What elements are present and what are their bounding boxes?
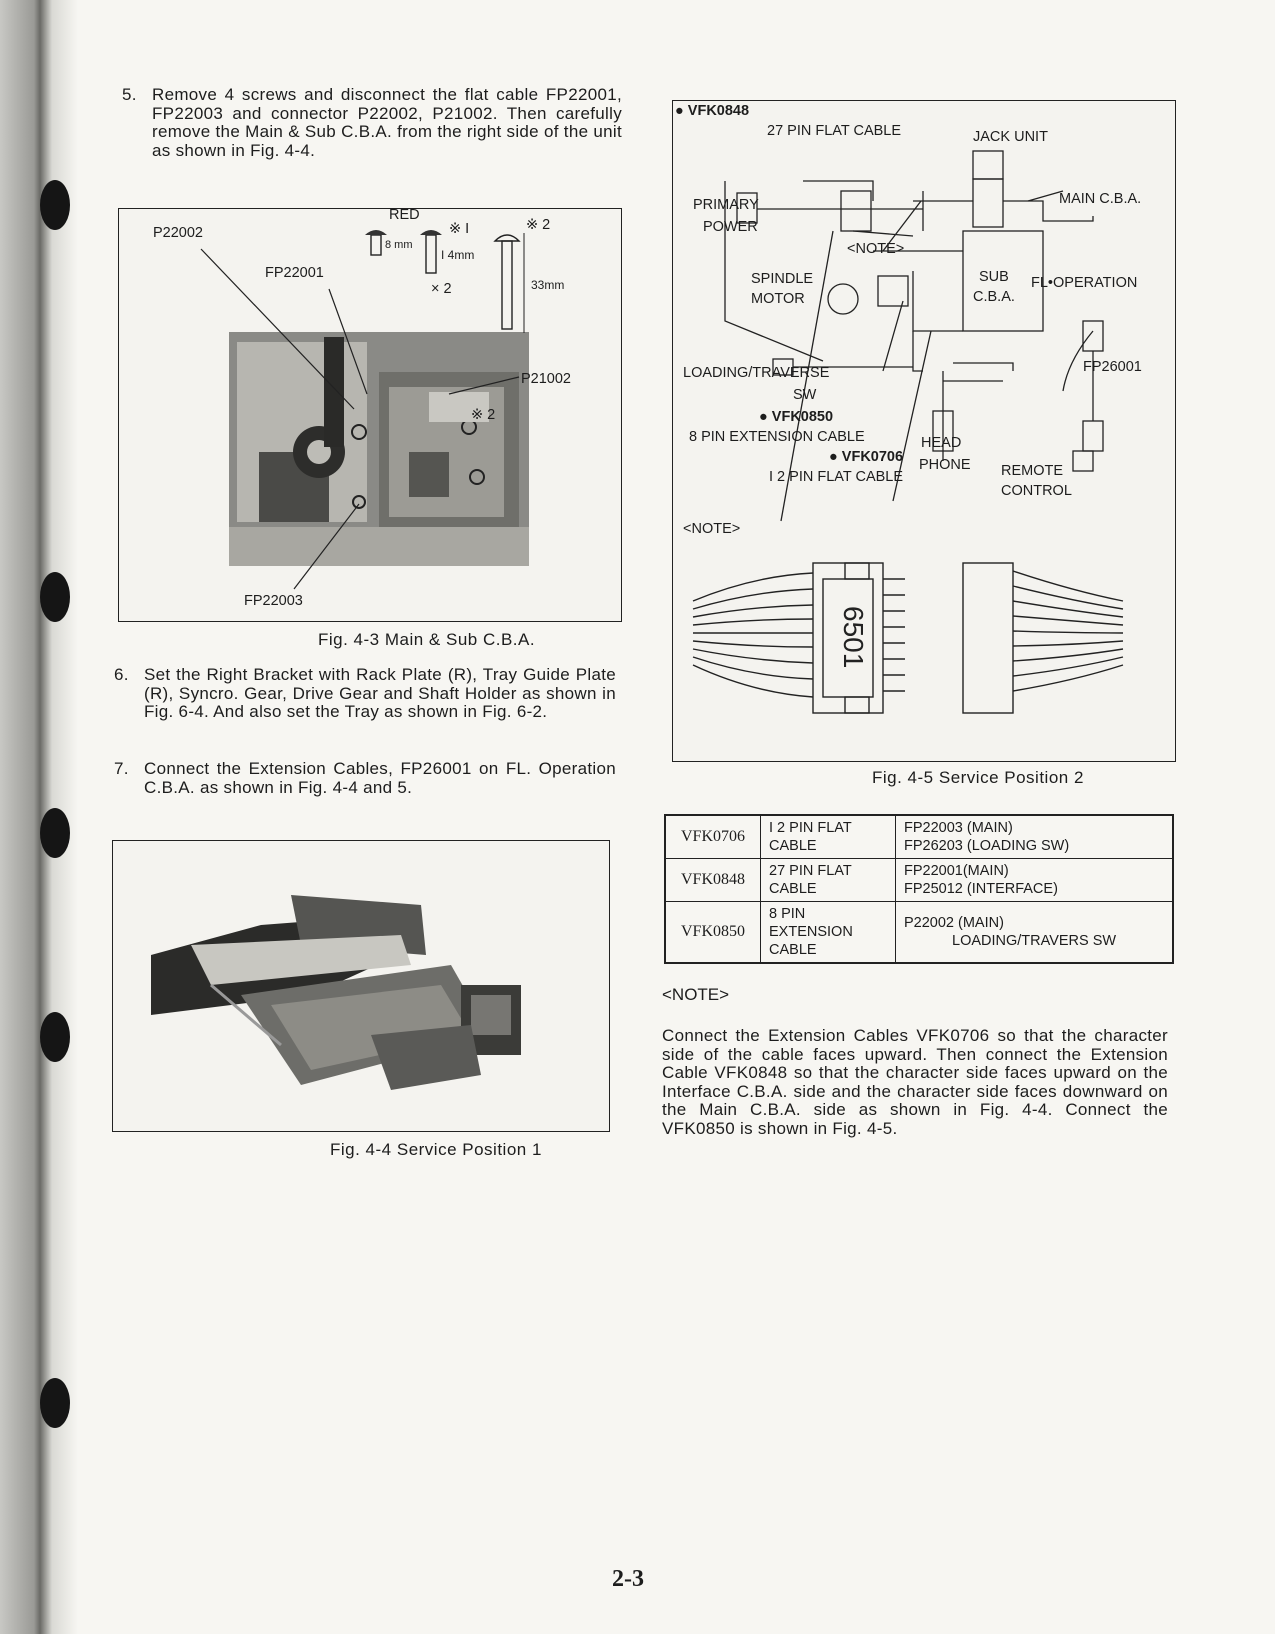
label-note-2: <NOTE>	[683, 521, 741, 537]
table-cell: 8 PIN EXTENSION CABLE	[761, 902, 896, 964]
table-cell: VFK0850	[665, 902, 761, 964]
table-cell: P22002 (MAIN) LOADING/TRAVERS SW	[896, 902, 1174, 964]
label-vfk0850: ● VFK0850	[759, 409, 834, 425]
label-times-2: × 2	[431, 281, 452, 297]
label-mark-2b: ※ 2	[471, 407, 496, 423]
label-sub: SUB	[979, 269, 1009, 285]
label-phone: PHONE	[919, 457, 971, 473]
label-main-cba: MAIN C.B.A.	[1059, 191, 1142, 207]
label-jack-unit: JACK UNIT	[973, 129, 1048, 145]
label-sw: SW	[793, 387, 817, 403]
label-note-tag: <NOTE>	[847, 241, 905, 257]
label-8pin: 8 PIN EXTENSION CABLE	[689, 429, 865, 445]
label-cba: C.B.A.	[973, 289, 1015, 305]
label-red: RED	[389, 207, 420, 223]
table-row	[665, 815, 1173, 859]
step-number: 7.	[114, 759, 129, 778]
step-number: 5.	[122, 85, 137, 104]
step-number: 6.	[114, 665, 129, 684]
label-fl-operation: FL•OPERATION	[1031, 275, 1138, 291]
label-8mm: 8 mm	[385, 239, 413, 251]
step-text: Set the Right Bracket with Rack Plate (R), Tray Guide Plate (R), Syncro. Gear, Drive Gear and Shaft Holder as shown in Fig. 6-4. And also set the Tray as shown in Fig. 6-2.	[144, 665, 616, 721]
binder-hole	[40, 1012, 70, 1062]
table-cell: I 2 PIN FLAT CABLE	[761, 815, 896, 859]
note-body: Connect the Extension Cables VFK0706 so that the character side of the cable faces upward. Then connect the Extension Cable VFK0848 so that the character side faces upward on the Interface C.B.A. side and the character side faces downward on the Main C.B.A. side as shown in Fig. 4-4. Connect the VFK0850 is shown in Fig. 4-5.	[662, 1026, 1168, 1138]
label-14mm: I 4mm	[441, 248, 475, 262]
label-control: CONTROL	[1001, 483, 1072, 499]
label-power: POWER	[703, 219, 758, 235]
figure-4-3-caption: Fig. 4-3 Main & Sub C.B.A.	[318, 630, 536, 649]
figure-4-4	[112, 840, 610, 1132]
table-cell: FP22003 (MAIN) FP26203 (LOADING SW)	[896, 815, 1174, 859]
page-number: 2-3	[612, 1566, 644, 1592]
label-fp22001: FP22001	[265, 265, 324, 281]
label-27pin: 27 PIN FLAT CABLE	[767, 123, 902, 139]
step-6	[114, 665, 616, 722]
service-position-1-photo	[151, 885, 571, 1095]
figure-4-5-caption: Fig. 4-5 Service Position 2	[872, 768, 1084, 787]
figure-4-4-caption: Fig. 4-4 Service Position 1	[330, 1140, 542, 1159]
connector-label: 6501	[838, 606, 869, 669]
label-p22002: P22002	[153, 225, 203, 241]
label-remote: REMOTE	[1001, 463, 1064, 479]
label-loading-traverse: LOADING/TRAVERSE	[683, 365, 830, 381]
table-cell: VFK0848	[665, 859, 761, 902]
label-primary: PRIMARY	[693, 197, 759, 213]
binder-hole	[40, 808, 70, 858]
label-vfk0848: ● VFK0848	[675, 103, 750, 119]
step-text: Connect the Extension Cables, FP26001 on FL. Operation C.B.A. as shown in Fig. 4-4 and 5.	[144, 759, 616, 797]
table-cell: 27 PIN FLAT CABLE	[761, 859, 896, 902]
binder-hole	[40, 180, 70, 230]
binder-hole	[40, 1378, 70, 1428]
label-fp26001: FP26001	[1083, 359, 1142, 375]
label-mark-1: ※ I	[449, 221, 470, 237]
label-fp22003: FP22003	[244, 593, 303, 609]
step-text: Remove 4 screws and disconnect the flat cable FP22001, FP22003 and connector P22002, P21002. Then carefully remove the Main & Sub C.B.A. from the right side of the unit as shown in Fig. 4-4.	[152, 85, 622, 160]
label-33mm: 33mm	[531, 278, 565, 292]
figure-4-3	[118, 208, 622, 622]
label-vfk0706: ● VFK0706	[829, 449, 904, 465]
step-5	[122, 85, 622, 160]
figure-4-3-leaders	[119, 209, 621, 621]
label-mark-2: ※ 2	[526, 217, 551, 233]
step-7	[114, 759, 616, 797]
label-12pin: I 2 PIN FLAT CABLE	[769, 469, 904, 485]
table-row	[665, 902, 1173, 964]
table-cell: FP22001(MAIN) FP25012 (INTERFACE)	[896, 859, 1174, 902]
label-motor: MOTOR	[751, 291, 805, 307]
note-heading: <NOTE>	[662, 985, 730, 1004]
binder-hole	[40, 572, 70, 622]
table-cell: VFK0706	[665, 815, 761, 859]
extension-cable-table	[664, 814, 1174, 964]
label-spindle: SPINDLE	[751, 271, 814, 287]
figure-4-5	[672, 100, 1176, 762]
label-p21002: P21002	[521, 371, 571, 387]
table-row	[665, 859, 1173, 902]
label-head: HEAD	[921, 435, 962, 451]
